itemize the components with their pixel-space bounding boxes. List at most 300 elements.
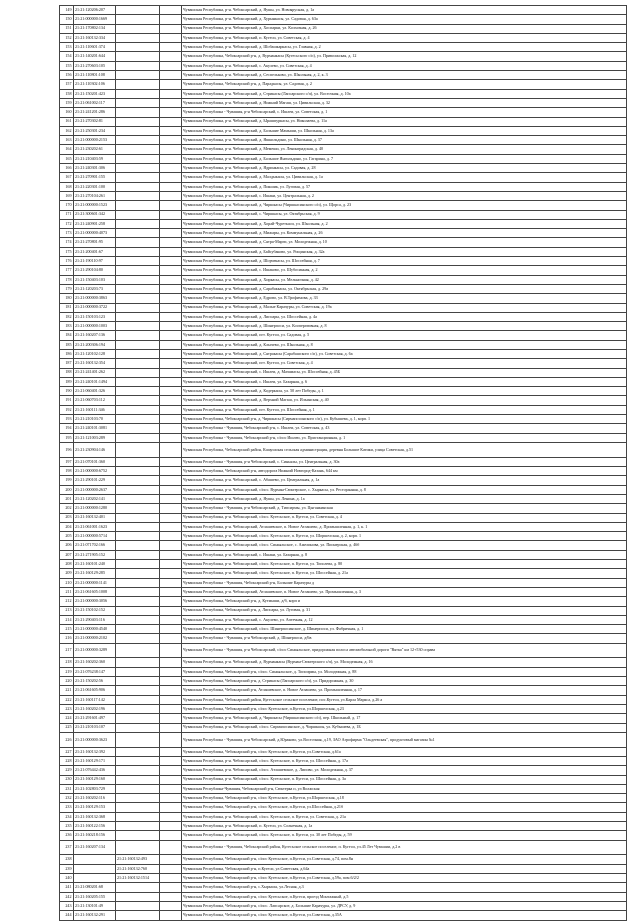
address-cell: Чувашская Республика, р-н. Чебоксарский, д. Яшкильдино, ул. Школьная, д. 37 [182,136,627,145]
extra-cell [160,43,182,52]
row-number: 198 [60,467,74,476]
address-cell: Чувашская Республика - Чувашия, р-н Чебоксарский, д. Типсирмы, ул. Цыганкинская [182,504,627,513]
cadastral-number [74,874,116,883]
cadastral-number: 21:21:000000:1523 [74,201,116,210]
extra-cell [160,784,182,793]
row-number: 239 [60,864,74,873]
extra-cell [160,513,182,522]
row-number: 207 [60,550,74,559]
address-cell: Чувашская Республика, р-н. Чебоксарский, д. Мемеши, ул. Ленинградская, д. 40 [182,145,627,154]
premises-cadastral-number [116,405,160,414]
address-cell: Чувашская Республика, р-н. Чебоксарский, д. Мижары, ул. Коммунальная, д. 26 [182,229,627,238]
row-number: 223 [60,704,74,713]
table-row [60,658,627,667]
premises-cadastral-number [116,686,160,695]
table-row [60,210,627,219]
address-cell: Чувашская Республика, р-н. Чебоксарский, д. Хоспарки, ул. Колхозная, д. 26 [182,24,627,33]
row-number: 185 [60,340,74,349]
cadastral-number: 21:21:000000:1003 [74,322,116,331]
row-number: 189 [60,377,74,386]
extra-cell [160,485,182,494]
premises-cadastral-number [116,883,160,892]
extra-cell [160,424,182,433]
address-cell: Чувашская Республика, р-н. Чебоксарский, пгт. Кугеси, ул. Шоссейная, д. 1 [182,405,627,414]
table-row [60,892,627,901]
row-number: 182 [60,312,74,321]
row-number: 167 [60,173,74,182]
extra-cell [160,874,182,883]
premises-cadastral-number [116,61,160,70]
row-number: 178 [60,275,74,284]
table-row [60,794,627,803]
premises-cadastral-number [116,126,160,135]
row-number: 160 [60,108,74,117]
table-row [60,578,627,587]
table-row [60,33,627,42]
premises-cadastral-number [116,89,160,98]
cadastral-number: 21:21:190110:97 [74,257,116,266]
extra-cell [160,541,182,550]
cadastral-number: 21:21:210403:59 [74,154,116,163]
address-cell: Чувашская Республика, Чебоксарский р-н, с/пос. Синьяльское, д. Типсирмы, ул. Молодежная, д. 88 [182,667,627,676]
cadastral-number: 21:21:271905:152 [74,550,116,559]
address-cell: Чувашская Республика, Чебоксарский р-н, д. Стрикасы (Лапсарского с/п), ул. Придорожная, д. 30 [182,677,627,686]
premises-cadastral-number [116,257,160,266]
cadastral-number: 21:21:200306:194 [74,340,116,349]
address-cell: Чувашская Республика - Чувашия, Чебоксарский р-н, Большие Карачуры д [182,578,627,587]
row-number: 191 [60,396,74,405]
premises-cadastral-number [116,387,160,396]
cadastral-number: 21:21:110302:106 [74,80,116,89]
address-cell: Чувашская Республика, р-н. Чебоксарский, п. Кугеси, ул. Советская, д. 4 [182,33,627,42]
extra-cell [160,303,182,312]
row-number: 168 [60,182,74,191]
table-row [60,831,627,840]
premises-cadastral-number [116,312,160,321]
extra-cell [160,126,182,135]
cadastral-number: 21:21:240901:258 [74,219,116,228]
extra-cell [160,522,182,531]
table-row [60,756,627,765]
table-row [60,485,627,494]
premises-cadastral-number [116,747,160,756]
cadastral-number: 21:21:121003:289 [74,433,116,442]
cadastral-number: 21:21:000000:3056 [74,597,116,606]
address-cell: Чувашская Республика, р-н. Чебоксарский, д. Шинерпоси, ул. Кооперативная, д. 8 [182,322,627,331]
table-row [60,747,627,756]
table-row [60,266,627,275]
row-number: 197 [60,457,74,466]
premises-cadastral-number [116,560,160,569]
cadastral-number: 21:21:000000:1141 [74,578,116,587]
extra-cell [160,686,182,695]
row-number: 233 [60,803,74,812]
premises-cadastral-number [116,294,160,303]
premises-cadastral-number: 21:21:160132:760 [116,864,160,873]
cadastral-number: 21:21:060703:112 [74,396,116,405]
premises-cadastral-number [116,812,160,821]
address-cell: Чувашская Республика, Чебоксарский р-н, д. Чиршкасы (Сирмапосинского с/п), ул. Кубышева, д. 1, корп. 1 [182,415,627,424]
cadastral-number: 21:21:290101:229 [74,476,116,485]
address-cell: Чувашская Республика, р-н. Чебоксарский, с/пос. Шинерпосинское, д. Шинерпоси, ул. Фабричная, д. 1 [182,625,627,634]
extra-cell [160,312,182,321]
address-cell: Чувашская Республика, р-н. Чебоксарский, д. Кодеркасы, ул. 50 лет Победы, д. 1 [182,387,627,396]
table-row [60,550,627,559]
address-cell: Чувашская Республика, р-н. Чебоксарский, д. Чиршкасы (Чиршкасинского с/п), пер. Школьный, д. 17 [182,714,627,723]
cadastral-number: 21:21:110601:374 [74,43,116,52]
premises-cadastral-number [116,24,160,33]
table-row [60,442,627,457]
address-cell: Чувашская Республика, Чебоксарский р-н, с/пос. Лапсарское, д. Большие Карачуры, ул. ДРСУ, д. 9 [182,901,627,910]
address-cell: Чувашская Республика, р-н. Чебоксарский, с. Ишлеи, д. Мачамасы, ул. Шоссейная, д. 45Б [182,368,627,377]
address-cell: Чувашская Республика, р-н. Чебоксарский, с/пос. Кугесьское, п. Кугеси, ул. Шоссейная, д. 3а [182,775,627,784]
address-cell: Чувашская Республика, Чебоксарский р-н, Атлашевское, п. Новое Атлашево, ул. Промышленная, д. 17 [182,686,627,695]
table-row [60,80,627,89]
cadastral-number: 21:21:061002:117 [74,98,116,107]
extra-cell [160,415,182,424]
cadastral-number: 21:21:160129:171 [74,756,116,765]
extra-cell [160,266,182,275]
row-number: 199 [60,476,74,485]
table-row [60,154,627,163]
premises-cadastral-number [116,457,160,466]
extra-cell [160,822,182,831]
premises-cadastral-number: 21:21:160132:493 [116,855,160,864]
premises-cadastral-number [116,71,160,80]
row-number: 186 [60,349,74,358]
premises-cadastral-number [116,442,160,457]
extra-cell [160,714,182,723]
extra-cell [160,704,182,713]
table-row [60,467,627,476]
cadastral-number: 21:21:000000:2637 [74,485,116,494]
cadastral-number: 21:21:220301:100 [74,182,116,191]
premises-cadastral-number [116,723,160,732]
row-number: 212 [60,597,74,606]
extra-cell [160,117,182,126]
table-row [60,247,627,256]
table-row [60,541,627,550]
extra-cell [160,229,182,238]
row-number: 235 [60,822,74,831]
premises-cadastral-number [116,658,160,667]
extra-cell [160,892,182,901]
cadastral-number: 21:21:120102:128 [74,349,116,358]
cadastral-number: 21:21:200401:67 [74,247,116,256]
cadastral-number: 21:21:000000:2153 [74,136,116,145]
table-row [60,911,627,920]
cadastral-number: 21:21:160218:156 [74,831,116,840]
cadastral-number: 21:21:170802:134 [74,24,116,33]
table-row [60,6,627,15]
extra-cell [160,61,182,70]
row-number: 217 [60,643,74,658]
table-row [60,766,627,775]
address-cell: Чувашская Республика, р-н. Чебоксарский, с. Ишаки, ул. Центральная, д. 2 [182,191,627,200]
extra-cell [160,24,182,33]
table-row [60,901,627,910]
address-cell: Чувашская Республика, р-н. Чебоксарский, д. Пикшик, ул. Луговая, д. 57 [182,182,627,191]
table-row [60,303,627,312]
row-number: 169 [60,191,74,200]
extra-cell [160,294,182,303]
extra-cell [160,578,182,587]
row-number: 172 [60,219,74,228]
cadastral-number: 21:21:000000:5714 [74,532,116,541]
extra-cell [160,257,182,266]
extra-cell [160,6,182,15]
address-cell: Чувашская Республика, Чебоксарский р-н, автодорога Нижний Новгород-Казань, 644 км [182,467,627,476]
table-row [60,52,627,61]
cadastral-number: 21:21:060401:326 [74,387,116,396]
table-row [60,312,627,321]
cadastral-number: 21:21:000000:3289 [74,643,116,658]
row-number: 237 [60,840,74,855]
cadastral-number: 21:21:210103:107 [74,723,116,732]
extra-cell [160,587,182,596]
table-row [60,457,627,466]
row-number: 224 [60,714,74,723]
extra-cell [160,775,182,784]
premises-cadastral-number [116,340,160,349]
table-row [60,667,627,676]
premises-cadastral-number [116,303,160,312]
premises-cadastral-number [116,349,160,358]
cadastral-number: 21:21:160202:196 [74,704,116,713]
premises-cadastral-number [116,606,160,615]
extra-cell [160,33,182,42]
cadastral-number: 21:21:061001:1623 [74,522,116,531]
cadastral-number: 21:21:230904:146 [74,442,116,457]
extra-cell [160,532,182,541]
extra-cell [160,368,182,377]
address-cell: Чувашская Республика, р-н. Чебоксарский, д. Большие Мамыши, ул. Школьная, д. 13а [182,126,627,135]
premises-cadastral-number [116,494,160,503]
address-cell: Чувашская Республика, Чебоксарский р-н, с/пос Кугесьское, п.Кугеси, проезд Монтажный, д.5 [182,892,627,901]
extra-cell [160,52,182,61]
premises-cadastral-number [116,756,160,765]
row-number: 187 [60,359,74,368]
extra-cell [160,433,182,442]
table-row [60,359,627,368]
table-row [60,191,627,200]
row-number: 151 [60,24,74,33]
cadastral-number: 21:21:160117:142 [74,695,116,704]
premises-cadastral-number [116,331,160,340]
row-number: 222 [60,695,74,704]
extra-cell [160,615,182,624]
row-number: 177 [60,266,74,275]
cadastral-number: 21:21:240101:3081 [74,424,116,433]
cadastral-number: 21:21:160132:401 [74,513,116,522]
cadastral-number: 21:21:150102:152 [74,606,116,615]
premises-cadastral-number [116,247,160,256]
address-cell: Чувашская Республика, р-н. Чебоксарский, с. Абашево, ул. Центральная, д. 1а [182,476,627,485]
address-cell: Чувашская Республика, р-н. Чебоксарский, д. Хурынкасы, ул. Садовая, д. 63а [182,15,627,24]
extra-cell [160,219,182,228]
cadastral-number: 21:21:000000:6752 [74,467,116,476]
table-row [60,532,627,541]
row-number: 228 [60,756,74,765]
table-row [60,126,627,135]
cadastral-number: 21:21:160132:392 [74,747,116,756]
extra-cell [160,284,182,293]
address-cell: Чувашская Республика, р-н. Чебоксарский, с/пос. Вурман-Сюктерское, с. Хыркасы, ул. Ресторанная, д. 8 [182,485,627,494]
row-number: 242 [60,892,74,901]
address-cell: Чувашская Республика, Чебоксарский р-н, п.Кугеси, ул.Советская, д.64а [182,864,627,873]
cadastral-number: 21:21:291601:497 [74,714,116,723]
extra-cell [160,71,182,80]
address-cell: Чувашская Республика, р-н. Чебоксарский, д. Сеспельково, ул. Школьная, д. 2, к. 3 [182,71,627,80]
extra-cell [160,812,182,821]
row-number: 213 [60,606,74,615]
table-row [60,883,627,892]
cadastral-number: 21:21:160129:153 [74,803,116,812]
table-row [60,164,627,173]
cadastral-number: 21:21:160205:155 [74,892,116,901]
address-cell: Чувашская Республика, р-н. Чебоксарский, д. Верхний Магаш, ул. Ильинская, д. 40 [182,396,627,405]
row-number: 163 [60,136,74,145]
cadastral-number: 21:21:160129:285 [74,569,116,578]
row-number: 155 [60,61,74,70]
row-number: 210 [60,578,74,587]
row-number: 183 [60,322,74,331]
table-row [60,874,627,883]
document-sheet [59,5,626,921]
cadastral-number [74,864,116,873]
table-row [60,643,627,658]
address-cell: Чувашская Республика - Чувашия, Чебоксарский район, Кугесьское сельское поселение, п. Кугеси, ул.45 Лет Чувашии, д.2 в [182,840,627,855]
cadastral-number: 21:21:130101:49 [74,901,116,910]
table-row [60,173,627,182]
premises-cadastral-number [116,164,160,173]
extra-cell [160,634,182,643]
table-row [60,201,627,210]
extra-cell [160,238,182,247]
table-row [60,625,627,634]
address-cell: Чувашская Республика, р-н. Чебоксарский, с. Чиршкасы, ул. Октябрьская, д. 9 [182,210,627,219]
row-number: 181 [60,303,74,312]
address-cell: Чувашская Республика, р-н. Чебоксарский, с/пос. Кугесьское, п. Кугеси, ул. Советская, д. 4 [182,513,627,522]
address-cell: Чувашская Республика - Чувашия, р-н Чебоксарский, с. Синьялы, ул. Центральная, д. 30а [182,457,627,466]
premises-cadastral-number [116,775,160,784]
table-row [60,368,627,377]
table-row [60,840,627,855]
address-cell: Чувашская Республика, р-н. Чебоксарский, д. Вурманкасы (Вурман-Сюктерского с/п), ул. Молодежная, д. 16 [182,658,627,667]
premises-cadastral-number [116,229,160,238]
address-cell: Чувашская Республика, р-н. Чебоксарский, пгт. Кугеси, ул. Садовая, д. 5 [182,331,627,340]
address-cell: Чувашская Республика - Чувашия, р-н Чебоксарский, д. Шинерпоси, д/6в [182,634,627,643]
extra-cell [160,901,182,910]
extra-cell [160,504,182,513]
cadastral-number: 21:21:150103:123 [74,312,116,321]
extra-cell [160,173,182,182]
table-row [60,424,627,433]
premises-cadastral-number [116,911,160,920]
premises-cadastral-number [116,794,160,803]
row-number: 234 [60,812,74,821]
table-row [60,714,627,723]
address-cell: Чувашская Республика, р-н. Чебоксарский, с. Акулево, ул. Аптечная, д. 12 [182,615,627,624]
cadastral-number: 21:21:076238:147 [74,667,116,676]
table-row [60,340,627,349]
extra-cell [160,732,182,747]
table-row [60,695,627,704]
premises-cadastral-number [116,485,160,494]
extra-cell [160,98,182,107]
premises-cadastral-number [116,210,160,219]
extra-cell [160,191,182,200]
cadastral-number: 21:21:300601:342 [74,210,116,219]
address-cell: Чувашская Республика, р-н. Чебоксарский, д. Байсубаково, ул. Рощинская, д. 32а [182,247,627,256]
address-cell: Чувашская Республика, р-н. Чебоксарский, с/пос. Синьяльское, с. Ажелинова, ул. Пионерская, д. 46б [182,541,627,550]
cadastral-number: 21:21:270104:261 [74,191,116,200]
extra-cell [160,15,182,24]
extra-cell [160,405,182,414]
table-row [60,98,627,107]
table-row [60,275,627,284]
cadastral-number: 21:21:160132:368 [74,812,116,821]
row-number: 166 [60,164,74,173]
cadastral-number: 21:21:160207:136 [74,331,116,340]
address-cell: Чувашская Республика, р-н. Чебоксарский, д. Клычево, ул. Школьная, д. 8 [182,340,627,349]
table-row [60,775,627,784]
address-cell: Чувашская Республика, р-н. Чебоксарский, пгт. Кугеси, ул. Советская, д. 4 [182,359,627,368]
cadastral-number: 21:21:102803:729 [74,784,116,793]
extra-cell [160,331,182,340]
address-cell: Чувашская Республика, Чебоксарский район, Кшаушская сельская администрация, деревня Большие Катики, улица Советская, д.51 [182,442,627,457]
address-cell: Чувашская Республика, р-н. Чебоксарский, д. Шорчекасы, ул. Шоссейная, д. 7 [182,257,627,266]
premises-cadastral-number [116,154,160,163]
row-number: 195 [60,433,74,442]
row-number: 180 [60,294,74,303]
extra-cell [160,457,182,466]
row-number: 164 [60,145,74,154]
address-cell: Чувашская Республика, р-н. Чебоксарский, с/пос. Кугесьское, п. Кугеси, ул. Советская, д. 21а [182,812,627,821]
premises-cadastral-number [116,831,160,840]
cadastral-number: 21:21:290403:116 [74,615,116,624]
table-row [60,238,627,247]
extra-cell [160,864,182,873]
extra-cell [160,322,182,331]
row-number: 219 [60,667,74,676]
premises-cadastral-number [116,840,160,855]
row-number: 153 [60,43,74,52]
table-row [60,322,627,331]
row-number: 158 [60,89,74,98]
cadastral-number: 21:21:120203:73 [74,284,116,293]
premises-cadastral-number [116,513,160,522]
cadastral-number: 21:21:160132:291 [74,911,116,920]
address-cell: Чувашская Республика, р-н. Чебоксарский, д. Шобашкаркасы, ул. Главная, д. 2 [182,43,627,52]
premises-cadastral-number [116,52,160,61]
cadastral-number: 21:21:270603:105 [74,61,116,70]
row-number: 201 [60,494,74,503]
row-number: 171 [60,210,74,219]
table-row [60,396,627,405]
table-row [60,587,627,596]
row-number: 200 [60,485,74,494]
row-number: 205 [60,532,74,541]
extra-cell [160,677,182,686]
premises-cadastral-number [116,201,160,210]
table-row [60,522,627,531]
table-row [60,723,627,732]
extra-cell [160,560,182,569]
extra-cell [160,210,182,219]
address-cell: Чувашская Республика - Чувашия, р-н Чебоксарский, с. Ишлеи, ул. Советская, д. 1 [182,108,627,117]
row-number: 193 [60,415,74,424]
